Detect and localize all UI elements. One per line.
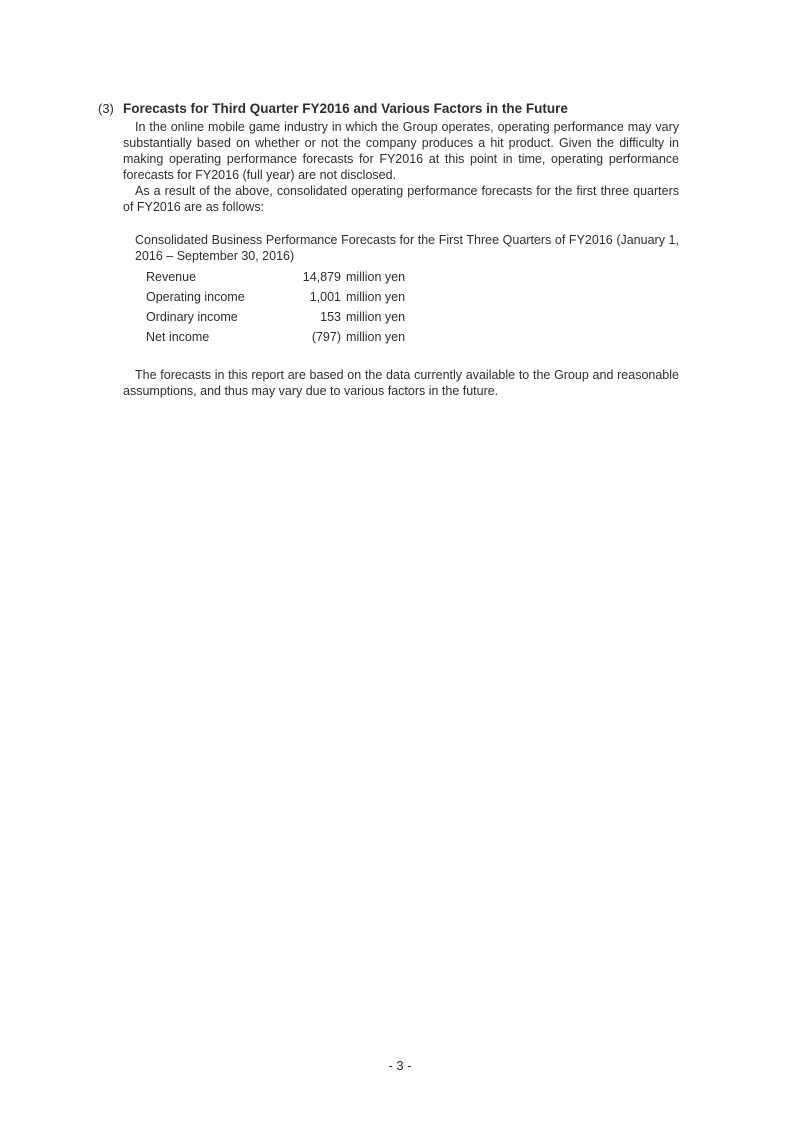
forecast-list [146,267,679,347]
page-number-footer: - 3 - [388,1058,412,1073]
section-title: Forecasts for Third Quarter FY2016 and Various Factors in the Future [123,101,568,116]
forecast-unit: million yen [346,310,406,324]
forecast-row-net-income [146,327,679,347]
forecast-value: 1,001 [309,290,341,304]
forecast-label: Revenue [146,270,197,284]
paragraph-forecast-intro: As a result of the above, consolidated operating performance forecasts for the first three quarters of FY2016 are as follows: [123,184,679,214]
forecast-row-revenue [146,267,679,287]
forecast-value: (797) [311,330,341,344]
forecast-row-operating-income [146,287,679,307]
section-number: (3) [98,101,114,116]
forecast-value: 153 [320,310,341,324]
forecast-unit: million yen [346,290,406,304]
forecast-row-ordinary-income [146,307,679,327]
forecast-block-heading: Consolidated Business Performance Forecasts for the First Three Quarters of FY2016 (January 1, 2016 – September 30, 2016) [135,233,679,263]
document-content [98,100,679,399]
forecast-unit: million yen [346,270,406,284]
forecast-label: Ordinary income [146,310,238,324]
paragraph-industry-overview: In the online mobile game industry in which the Group operates, operating performance may vary substantially based on whether or not the company produces a hit product. Given the difficulty in making operating performance forecasts for FY2016 at this point in time, operating performance forecasts for FY2016 (full year) are not disclosed. [123,120,679,182]
forecast-value: 14,879 [302,270,341,284]
forecast-unit: million yen [346,330,406,344]
section-heading [98,100,679,117]
forecast-label: Operating income [146,290,245,304]
forecast-label: Net income [146,330,210,344]
paragraph-disclaimer: The forecasts in this report are based on the data currently available to the Group and reasonable assumptions, and thus may vary due to various factors in the future. [123,368,679,398]
